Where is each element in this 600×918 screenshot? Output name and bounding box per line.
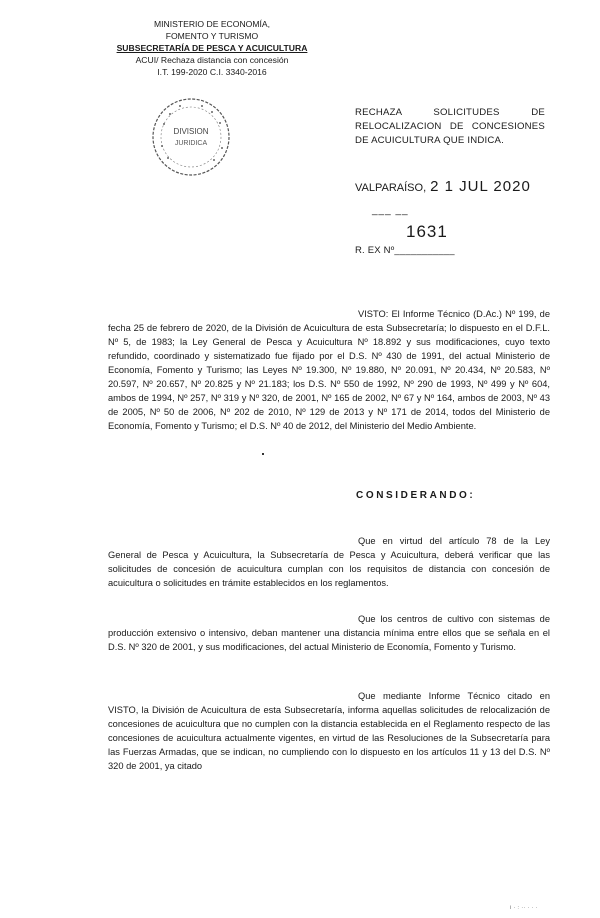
visto-paragraph: VISTO: El Informe Técnico (D.Ac.) Nº 199, de fecha 25 de febrero de 2020, de la División de Acuicultura de esta Subsecretaría; lo dispuesto en el D.F.L. Nº 5, de 1983; la Ley General de Pesca y Acuicultura Nº 18.892 y sus modificaciones, cuyo texto refundido, coordinado y sistematizado fue fijado por el D.S. Nº 430 de 1991, del actual Ministerio de Economía, Fomento y Turismo; las Leyes Nº 19.300, Nº 19.880, Nº 20.091, Nº 20.434, Nº 20.583, Nº 20.597, Nº 20.657, Nº 20.825 y Nº 21.183; los D.S. Nº 550 de 1992, Nº 290 de 1993, Nº 499 y Nº 604, ambos de 1994, Nº 257, Nº 319 y Nº 320, de 2001, Nº 165 de 2002, Nº 67 y Nº 164, ambos de 2003, Nº 43 de 2005, Nº 50 de 2006, Nº 202 de 2010, Nº 129 de 2013 y Nº 171 de 2014, todos del Ministerio de Economía, Fomento y Turismo; el D.S. Nº 40 de 2012, del Ministerio del Medio Ambiente. [108,309,550,431]
stray-mark [262,453,264,455]
ministry-name: MINISTERIO DE ECONOMÍA, [153,19,271,29]
place-date [355,178,531,195]
reference-codes: I.T. 199-2020 C.I. 3340-2016 [157,67,267,77]
division-stamp [150,96,232,178]
resolution-label: R. EX Nº___________ [355,245,455,256]
subsecretaria-name: SUBSECRETARÍA DE PESCA Y ACUICULTURA [116,43,308,53]
stamp-text-2: JURIDICA [174,140,208,147]
ministry-name-cont: FOMENTO Y TURISMO [165,31,259,41]
place-label: VALPARAÍSO, [355,182,427,194]
resolution-number: 1631 [406,222,448,241]
considerando-paragraph-2: Que los centros de cultivo con sistemas de producción extensivo o intensivo, deban mantener una distancia mínima entre ellos que se señala en el D.S. Nº 320 de 2001, y sus modificaciones, del actual Ministerio de Economía, Fomento y Turismo. [108,614,550,652]
resolution-subject: RECHAZA SOLICITUDES DE RELOCALIZACION DE CONCESIONES DE ACUICULTURA QUE INDICA. [355,107,545,146]
number-dashes: ___ __ [372,205,409,216]
considerando-heading: CONSIDERANDO: [356,490,476,501]
letterhead [112,18,312,78]
date-stamp: 2 1 JUL 2020 [430,178,531,195]
considerando-paragraph-3: Que mediante Informe Técnico citado en VISTO, la División de Acuicultura de esta Subsecretaría, informa aquellas solicitudes de relocalización de concesiones de acuicultura que no cumplen con la distancia establecida en el Reglamento respecto de las concesiones de acuicultura actualmente vigentes, en virtud de las Resoluciones de la Subsecretaría para las Fuerzas Armadas, que se indican, no cumpliendo con lo dispuesto en los artículos 11 y 13 del D.S. Nº 320 de 2001, ya citado [108,691,550,771]
reference-line: ACUI/ Rechaza distancia con concesión [135,55,289,65]
footer-marks: i · : ·· · · · [510,905,538,911]
stamp-text: DIVISION [173,127,209,136]
considerando-paragraph-1: Que en virtud del artículo 78 de la Ley General de Pesca y Acuicultura, la Subsecretaría de Pesca y Acuicultura, deberá verificar que las solicitudes de concesión de acuicultura cumplan con los requisitos de distancia con concesión de acuicultura o solicitudes en trámite establecidos en los reglamentos. [108,536,550,588]
